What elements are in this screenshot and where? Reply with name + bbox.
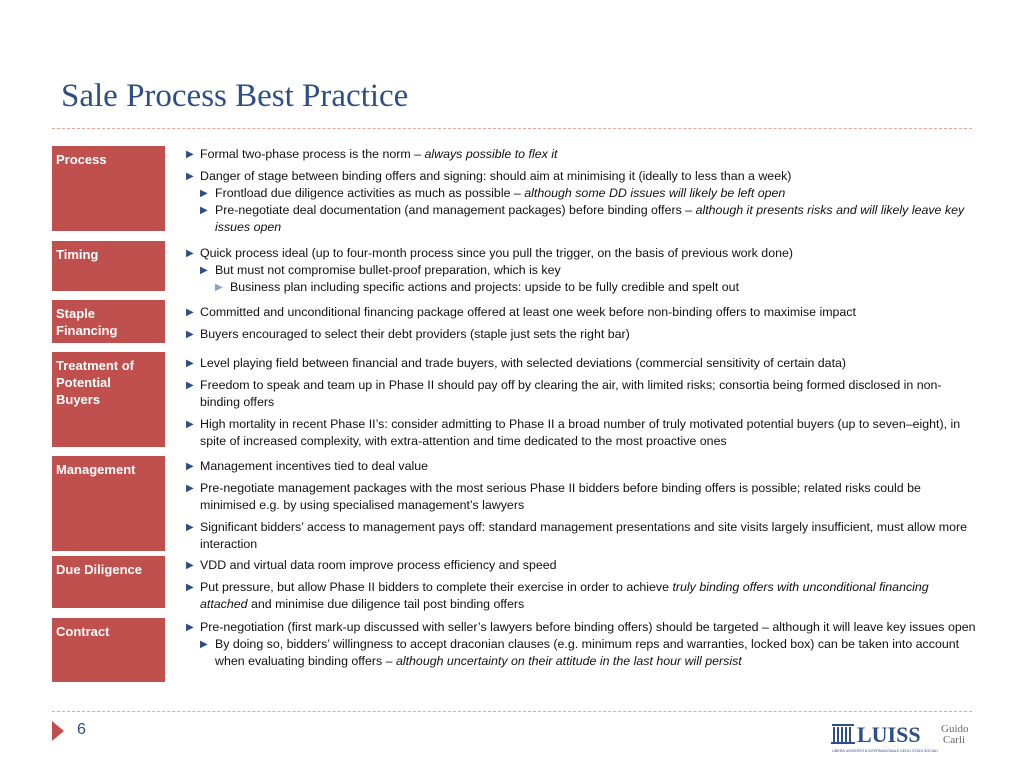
bullet-arrow-icon: ▶	[200, 265, 208, 276]
bullet	[186, 304, 976, 321]
text: Management incentives tied to deal value	[200, 459, 428, 473]
logo-side-text: Carli	[943, 734, 965, 746]
text: High mortality in recent Phase II’s: consider admitting to Phase II a broad number of truly motivated potential buyers (up to seven–eight), in spite of increased complexity, with extra-attention and time dedicated to the most proactive ones	[200, 417, 961, 448]
label-management: Management	[52, 456, 165, 551]
luiss-logo	[830, 720, 976, 754]
sub-bullet	[186, 202, 976, 236]
bullet	[186, 480, 976, 514]
logo-side-text: Guido	[941, 723, 969, 735]
bullet-arrow-icon: ▶	[186, 248, 194, 259]
bullet-arrow-icon: ▶	[186, 358, 194, 369]
management-content	[186, 458, 976, 558]
text: VDD and virtual data room improve process efficiency and speed	[200, 558, 557, 572]
text-italic: although some DD issues will likely be left open	[524, 186, 786, 200]
bullet-arrow-icon: ▶	[186, 522, 194, 533]
due-diligence-content	[186, 557, 976, 618]
text: and minimise due diligence tail post binding offers	[247, 597, 525, 611]
text: Pre-negotiate management packages with the most serious Phase II bidders before binding offers is possible; related risks could be minimised e.g. by using specialised management’s lawyers	[200, 481, 921, 512]
title-divider	[52, 128, 972, 129]
text: Business plan including specific actions and projects: upside to be fully credible and spelt out	[230, 280, 740, 294]
bullet-arrow-icon: ▶	[186, 149, 194, 160]
bullet-arrow-icon: ▶	[186, 419, 194, 430]
bullet-arrow-icon: ▶	[200, 639, 208, 650]
sub-bullet	[186, 636, 976, 670]
bullet	[186, 458, 976, 475]
text: But must not compromise bullet-proof preparation, which is key	[215, 263, 561, 277]
text: By doing so, bidders’ willingness to accept draconian clauses (e.g. minimum reps and warranties, locked box) can be taken into account when evaluating binding offers –	[215, 637, 960, 668]
label-line: Buyers	[56, 392, 101, 407]
bullet-arrow-icon: ▶	[186, 380, 194, 391]
bullet-arrow-icon: ▶	[186, 307, 194, 318]
bullet-arrow-icon: ▶	[186, 483, 194, 494]
text: Formal two-phase process is the norm –	[200, 147, 425, 161]
text: Significant bidders’ access to management pays off: standard management presentations and site visits largely insufficient, must allow more interaction	[200, 520, 968, 551]
bullet-arrow-icon: ▶	[186, 171, 194, 182]
bullet	[186, 245, 976, 296]
label-timing: Timing	[52, 241, 165, 291]
bullet-arrow-icon: ▶	[186, 329, 194, 340]
label-staple-financing	[52, 300, 165, 343]
text-italic: always possible to flex it	[424, 147, 558, 161]
bullet	[186, 377, 976, 411]
contract-content	[186, 619, 976, 675]
bullet-arrow-icon: ▶	[200, 205, 208, 216]
bullet	[186, 168, 976, 236]
text: Quick process ideal (up to four-month process since you pull the trigger, on the basis of previous work done)	[200, 246, 793, 260]
bullet-arrow-icon: ▶	[186, 560, 194, 571]
process-content	[186, 146, 976, 241]
bullet-arrow-icon: ▶	[186, 582, 194, 593]
text: Danger of stage between binding offers and signing: should aim at minimising it (ideally to less than a week)	[200, 169, 792, 183]
text: Committed and unconditional financing package offered at least one week before non-binding offers to maximise impact	[200, 305, 856, 319]
sub-bullet	[186, 262, 976, 279]
bullet-arrow-icon: ▶	[200, 188, 208, 199]
sub-bullet	[186, 185, 976, 202]
text: Pre-negotiate deal documentation (and management packages) before binding offers –	[215, 203, 696, 217]
label-treatment-of-potential-buyers	[52, 352, 165, 447]
text: Put pressure, but allow Phase II bidders to complete their exercise in order to achieve	[200, 580, 673, 594]
text: Frontload due diligence activities as much as possible –	[215, 186, 525, 200]
bullet	[186, 326, 976, 343]
bullet	[186, 519, 976, 553]
text: Pre-negotiation (first mark-up discussed with seller’s lawyers before binding offers) should be targeted – although it will leave key issues open	[200, 620, 976, 634]
logo-text: LUISS	[857, 722, 921, 747]
text-italic: truly binding offers with unconditional financing attached	[200, 580, 929, 611]
sub-sub-bullet	[186, 279, 976, 296]
page-number: 6	[77, 721, 86, 738]
label-due-diligence: Due Diligence	[52, 556, 165, 608]
label-line: Financing	[56, 323, 118, 338]
page-marker-icon	[52, 721, 64, 741]
label-line: Treatment of	[56, 358, 135, 373]
bullet	[186, 579, 976, 613]
text-italic: although it presents risks and will likely leave key issues open	[215, 203, 965, 234]
text: Level playing field between financial and trade buyers, with selected deviations (commercial sensitivity of certain data)	[200, 356, 847, 370]
treatment-content	[186, 355, 976, 455]
footer-divider	[52, 711, 972, 712]
logo-tagline: LIBERA UNIVERSITÀ INTERNAZIONALE DEGLI STUDI SOCIALI	[832, 749, 939, 753]
label-contract: Contract	[52, 618, 165, 682]
slide-title: Sale Process Best Practice	[61, 78, 409, 114]
columns-icon	[831, 724, 855, 744]
text-italic: although uncertainty on their attitude in the last hour will persist	[395, 654, 742, 668]
bullet-arrow-icon: ▶	[186, 622, 194, 633]
bullet	[186, 355, 976, 372]
bullet	[186, 146, 976, 163]
bullet-arrow-icon: ▶	[215, 282, 223, 293]
bullet	[186, 557, 976, 574]
timing-content	[186, 245, 976, 301]
label-line: Potential	[56, 375, 111, 390]
label-process: Process	[52, 146, 165, 231]
text: Buyers encouraged to select their debt providers (staple just sets the right bar)	[200, 327, 630, 341]
bullet	[186, 619, 976, 670]
staple-content	[186, 304, 976, 348]
label-line: Staple	[56, 306, 96, 321]
text: Freedom to speak and team up in Phase II should pay off by clearing the air, with limited risks; consortia being formed disclosed in non-binding offers	[200, 378, 942, 409]
bullet-arrow-icon: ▶	[186, 461, 194, 472]
bullet	[186, 416, 976, 450]
